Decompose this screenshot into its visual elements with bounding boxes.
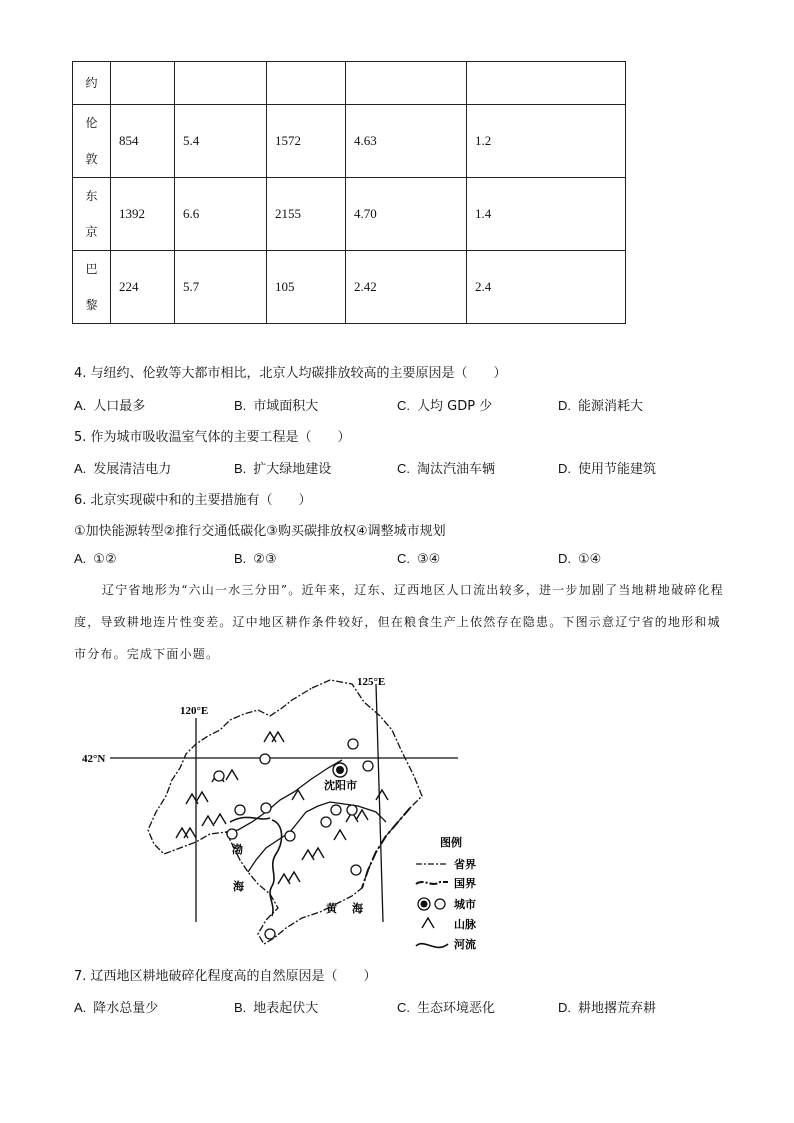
q6-option-d[interactable]: D. ①④ (558, 551, 602, 567)
city-marker (285, 831, 295, 841)
lon-125-label: 125°E (357, 676, 386, 688)
city-marker (321, 817, 331, 827)
legend-mountain-symbol (422, 918, 434, 928)
reading-passage: 辽宁省地形为“六山一水三分田”。近年来，辽东、辽西地区人口流出较多，进一步加剧了当地耕地破碎化程度，导致耕地连片性变差。辽中地区耕作条件较好，但在粮食生产上依然存在隐患。下图示意辽宁省的地形和城市分布。完成下面小题。 (74, 583, 724, 661)
legend-river-label: 河流 (454, 938, 476, 951)
table-cell: 1.2 (467, 105, 626, 178)
meridian-125-line (376, 684, 383, 922)
mountain-icon (202, 814, 226, 826)
bohai-label-2: 海 (233, 880, 244, 893)
table-cell: 2155 (267, 178, 346, 251)
table-cell: 105 (267, 251, 346, 324)
capital-label: 沈阳市 (324, 779, 357, 792)
yellow-sea-label-1: 黄 (326, 902, 337, 915)
city-marker (265, 929, 275, 939)
q5-option-d[interactable]: D. 使用节能建筑 (558, 461, 657, 477)
q7-option-c[interactable]: C. 生态环境恶化 (397, 1000, 496, 1016)
province-boundary (148, 680, 422, 944)
city-cell: 东 京 (73, 178, 111, 251)
bohai-label-1: 渤 (232, 843, 243, 856)
legend-national-symbol (416, 882, 448, 884)
river (230, 817, 270, 822)
table-cell: 1572 (267, 105, 346, 178)
legend-title: 图例 (440, 836, 462, 849)
yellow-sea-label-2: 海 (352, 902, 363, 915)
lon-120-label: 120°E (180, 705, 209, 717)
table-cell: 4.63 (346, 105, 467, 178)
city-cell: 巴 黎 (73, 251, 111, 324)
table-row (73, 105, 626, 178)
question-6-stem: 6. 北京实现碳中和的主要措施有（ ） (74, 493, 312, 508)
q4-option-d[interactable]: D. 能源消耗大 (558, 398, 644, 414)
river (270, 820, 282, 916)
table-cell: 224 (111, 251, 175, 324)
q4-option-c[interactable]: C. 人均 GDP 少 (397, 398, 493, 414)
mountain-icon (176, 828, 196, 838)
table-cell: 5.4 (175, 105, 267, 178)
q7-option-d[interactable]: D. 耕地撂荒弃耕 (558, 1000, 657, 1016)
question-4-stem: 4. 与纽约、伦敦等大都市相比，北京人均碳排放较高的主要原因是（ ） (74, 366, 507, 381)
city-marker (227, 829, 237, 839)
q6-option-b[interactable]: B. ②③ (234, 551, 277, 567)
lat-42-label: 42°N (82, 753, 106, 765)
question-5-stem: 5. 作为城市吸收温室气体的主要工程是（ ） (74, 430, 351, 445)
mountain-icon (278, 872, 300, 884)
city-marker (348, 739, 358, 749)
city-cell: 伦 敦 (73, 105, 111, 178)
q7-option-b[interactable]: B. 地表起伏大 (234, 1000, 319, 1016)
legend-city-symbol (435, 899, 445, 909)
national-boundary (362, 808, 410, 888)
legend-national-label: 国界 (454, 877, 476, 890)
city-marker (235, 805, 245, 815)
q6-option-c[interactable]: C. ③④ (397, 551, 441, 567)
q4-option-a[interactable]: A. 人口最多 (74, 398, 146, 414)
mountain-icon (186, 792, 208, 804)
table-cell: 4.70 (346, 178, 467, 251)
q6-option-a[interactable]: A. ①② (74, 551, 117, 567)
map-legend (416, 835, 477, 951)
capital-marker-dot (336, 766, 344, 774)
city-cell: 约 (73, 62, 111, 105)
q5-option-b[interactable]: B. 扩大绿地建设 (234, 461, 332, 477)
city-marker (351, 865, 361, 875)
liaoning-map (80, 672, 500, 954)
legend-river-symbol (416, 944, 448, 948)
table-row (73, 178, 626, 251)
q5-option-c[interactable]: C. 淘汰汽油车辆 (397, 461, 496, 477)
city-data-table (72, 61, 626, 324)
table-cell: 2.4 (467, 251, 626, 324)
mountain-icon (302, 848, 324, 860)
question-7-stem: 7. 辽西地区耕地破碎化程度高的自然原因是（ ） (74, 969, 377, 984)
mountain-icon (264, 732, 284, 742)
city-marker (214, 771, 224, 781)
mountain-icon (376, 790, 388, 800)
table-row (73, 62, 626, 105)
q4-option-b[interactable]: B. 市域面积大 (234, 398, 319, 414)
city-marker (260, 754, 270, 764)
city-marker (347, 805, 357, 815)
table-cell: 6.6 (175, 178, 267, 251)
legend-city-label: 城市 (454, 898, 476, 911)
q7-option-a[interactable]: A. 降水总量少 (74, 1000, 159, 1016)
city-marker (331, 805, 341, 815)
mountain-icon (334, 830, 346, 840)
q5-option-a[interactable]: A. 发展清洁电力 (74, 461, 172, 477)
table-cell: 1.4 (467, 178, 626, 251)
legend-mountain-label: 山脉 (454, 918, 476, 931)
table-row (73, 251, 626, 324)
table-cell: 2.42 (346, 251, 467, 324)
city-marker (363, 761, 373, 771)
table-cell: 1392 (111, 178, 175, 251)
city-marker (261, 803, 271, 813)
table-cell: 5.7 (175, 251, 267, 324)
legend-province-label: 省界 (454, 858, 476, 871)
table-cell: 854 (111, 105, 175, 178)
question-6-measures: ①加快能源转型②推行交通低碳化③购买碳排放权④调整城市规划 (74, 524, 446, 539)
